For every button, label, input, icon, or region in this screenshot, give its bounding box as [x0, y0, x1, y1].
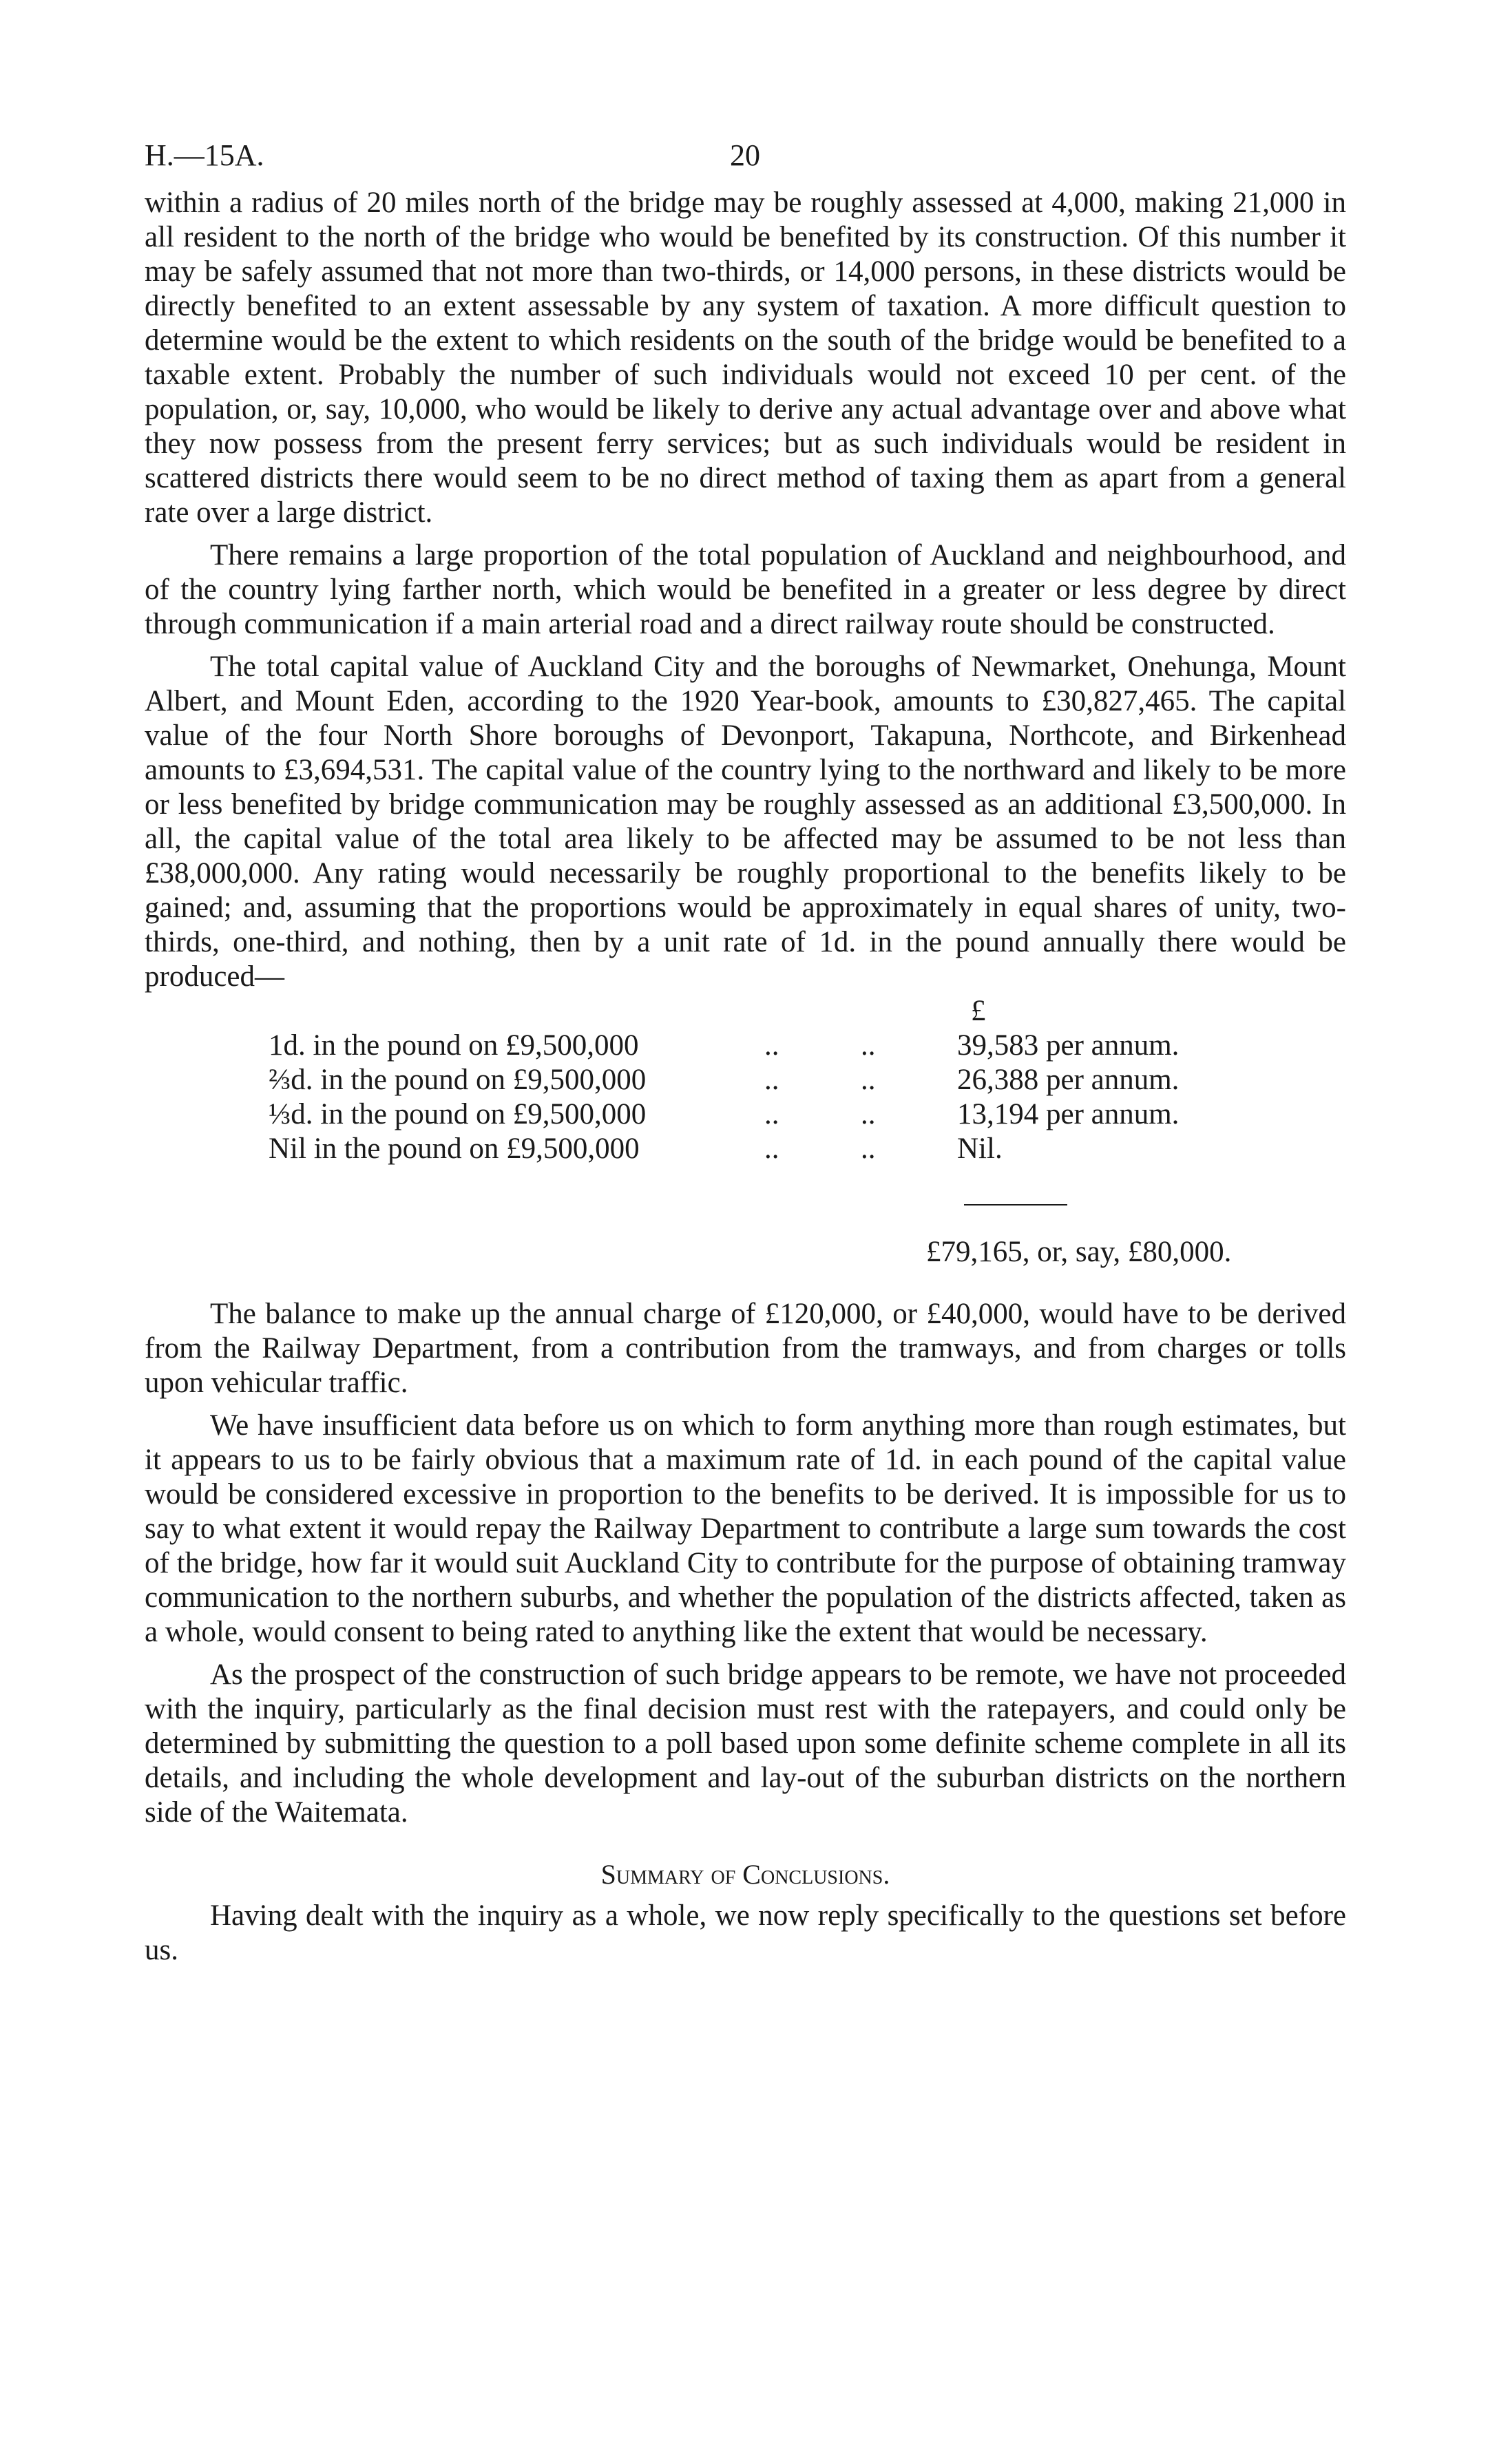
paragraph-5: We have insufficient data before us on which to form anything more than rough estimates, but it appears to us to be fairly obvious that a maximum rate of 1d. in each pound of the capital value would be considered excessive in proportion to the benefits to be derived. It is impossible for us to say to what extent it would repay the Railway Department to contribute a large sum towards the cost of the bridge, how far it would suit Auckland City to contribute for the purpose of obtaining tramway communication to the northern suburbs, and whether the population of the districts affected, taken as a whole, would consent to being rated to anything like the extent that would be necessary.: [145, 1409, 1346, 1648]
dot-leader: ..: [861, 1133, 876, 1165]
row-amount: 39,583 per annum.: [957, 1029, 1180, 1062]
rating-calculation-table: [145, 994, 1346, 1268]
dot-leader: ..: [764, 1064, 779, 1096]
row-amount: 26,388 per annum.: [957, 1064, 1180, 1096]
paragraph-2: There remains a large proportion of the total population of Auckland and neighbourhood, and of the country lying farther north, which would be benefited in a greater or less degree by direct through communication if a main arterial road and a direct railway route should be constructed.: [145, 539, 1346, 640]
paragraph-6: As the prospect of the construction of such bridge appears to be remote, we have not proceeded with the inquiry, particularly as the final decision must rest with the ratepayers, and could only be determined by submitting the question to a poll based upon some definite scheme complete in all its details, and including the whole development and lay-out of the suburban districts on the northern side of the Waitemata.: [145, 1659, 1346, 1829]
paragraph-4: The balance to make up the annual charge of £120,000, or £40,000, would have to be derived from the Railway Department, from a contribution from the tramways, and from charges or tolls upon vehicular traffic.: [145, 1298, 1346, 1399]
calculation-total: £79,165, or, say, £80,000.: [926, 1236, 1232, 1268]
dot-leader: ..: [764, 1029, 779, 1062]
dot-leader: ..: [861, 1029, 876, 1062]
summary-paragraph: Having dealt with the inquiry as a whole, we now reply specifically to the questions set before us.: [145, 1899, 1346, 1966]
paragraph-3: The total capital value of Auckland City and the boroughs of Newmarket, Onehunga, Mount Albert, and Mount Eden, according to the 1920 Year-book, amounts to £30,827,465. The capital value of the four North Shore boroughs of Devonport, Takapuna, Northcote, and Birkenhead amounts to £3,694,531. The capital value of the country lying to the northward and likely to be more or less benefited by bridge communication may be roughly assessed as an additional £3,500,000. In all, the capital value of the total area likely to be affected may be assumed to be not less than £38,000,000. Any rating would necessarily be roughly proportional to the benefits likely to be gained; and, assuming that the proportions would be approximately in equal shares of unity, two-thirds, one-third, and nothing, then by a unit rate of 1d. in the pound annually there would be produced—: [145, 651, 1346, 993]
row-label: ⅓d. in the pound on £9,500,000: [269, 1098, 647, 1130]
document-page: [145, 138, 1346, 1968]
sum-rule: [964, 1204, 1067, 1205]
row-amount: 13,194 per annum.: [957, 1098, 1180, 1130]
report-reference: H.—15A.: [145, 138, 264, 172]
row-label: Nil in the pound on £9,500,000: [269, 1133, 640, 1165]
page-header: [145, 138, 1346, 186]
dot-leader: ..: [764, 1098, 779, 1130]
section-heading: Summary of Conclusions.: [600, 1859, 890, 1890]
dot-leader: ..: [861, 1064, 876, 1096]
dot-leader: ..: [764, 1133, 779, 1165]
row-amount: Nil.: [957, 1133, 1003, 1165]
dot-leader: ..: [861, 1098, 876, 1130]
row-label: ⅔d. in the pound on £9,500,000: [269, 1064, 647, 1096]
paragraph-1: within a radius of 20 miles north of the bridge may be roughly assessed at 4,000, making 21,000 in all resident to the north of the bridge who would be benefited by its construction. Of this number it may be safely assumed that not more than two-thirds, or 14,000 persons, in these districts would be directly benefited to an extent assessable by any system of taxation. A more difficult question to determine would be the extent to which residents on the south of the bridge would be benefited to a taxable extent. Probably the number of such individuals would not exceed 10 per cent. of the population, or, say, 10,000, who would be likely to derive any actual advantage over and above what they now possess from the present ferry services; but as such individuals would be resident in scattered districts there would seem to be no direct method of taxing them as apart from a general rate over a large district.: [145, 187, 1346, 529]
page-number: 20: [730, 138, 760, 172]
row-label: 1d. in the pound on £9,500,000: [269, 1029, 639, 1062]
currency-column-header: £: [971, 995, 986, 1027]
